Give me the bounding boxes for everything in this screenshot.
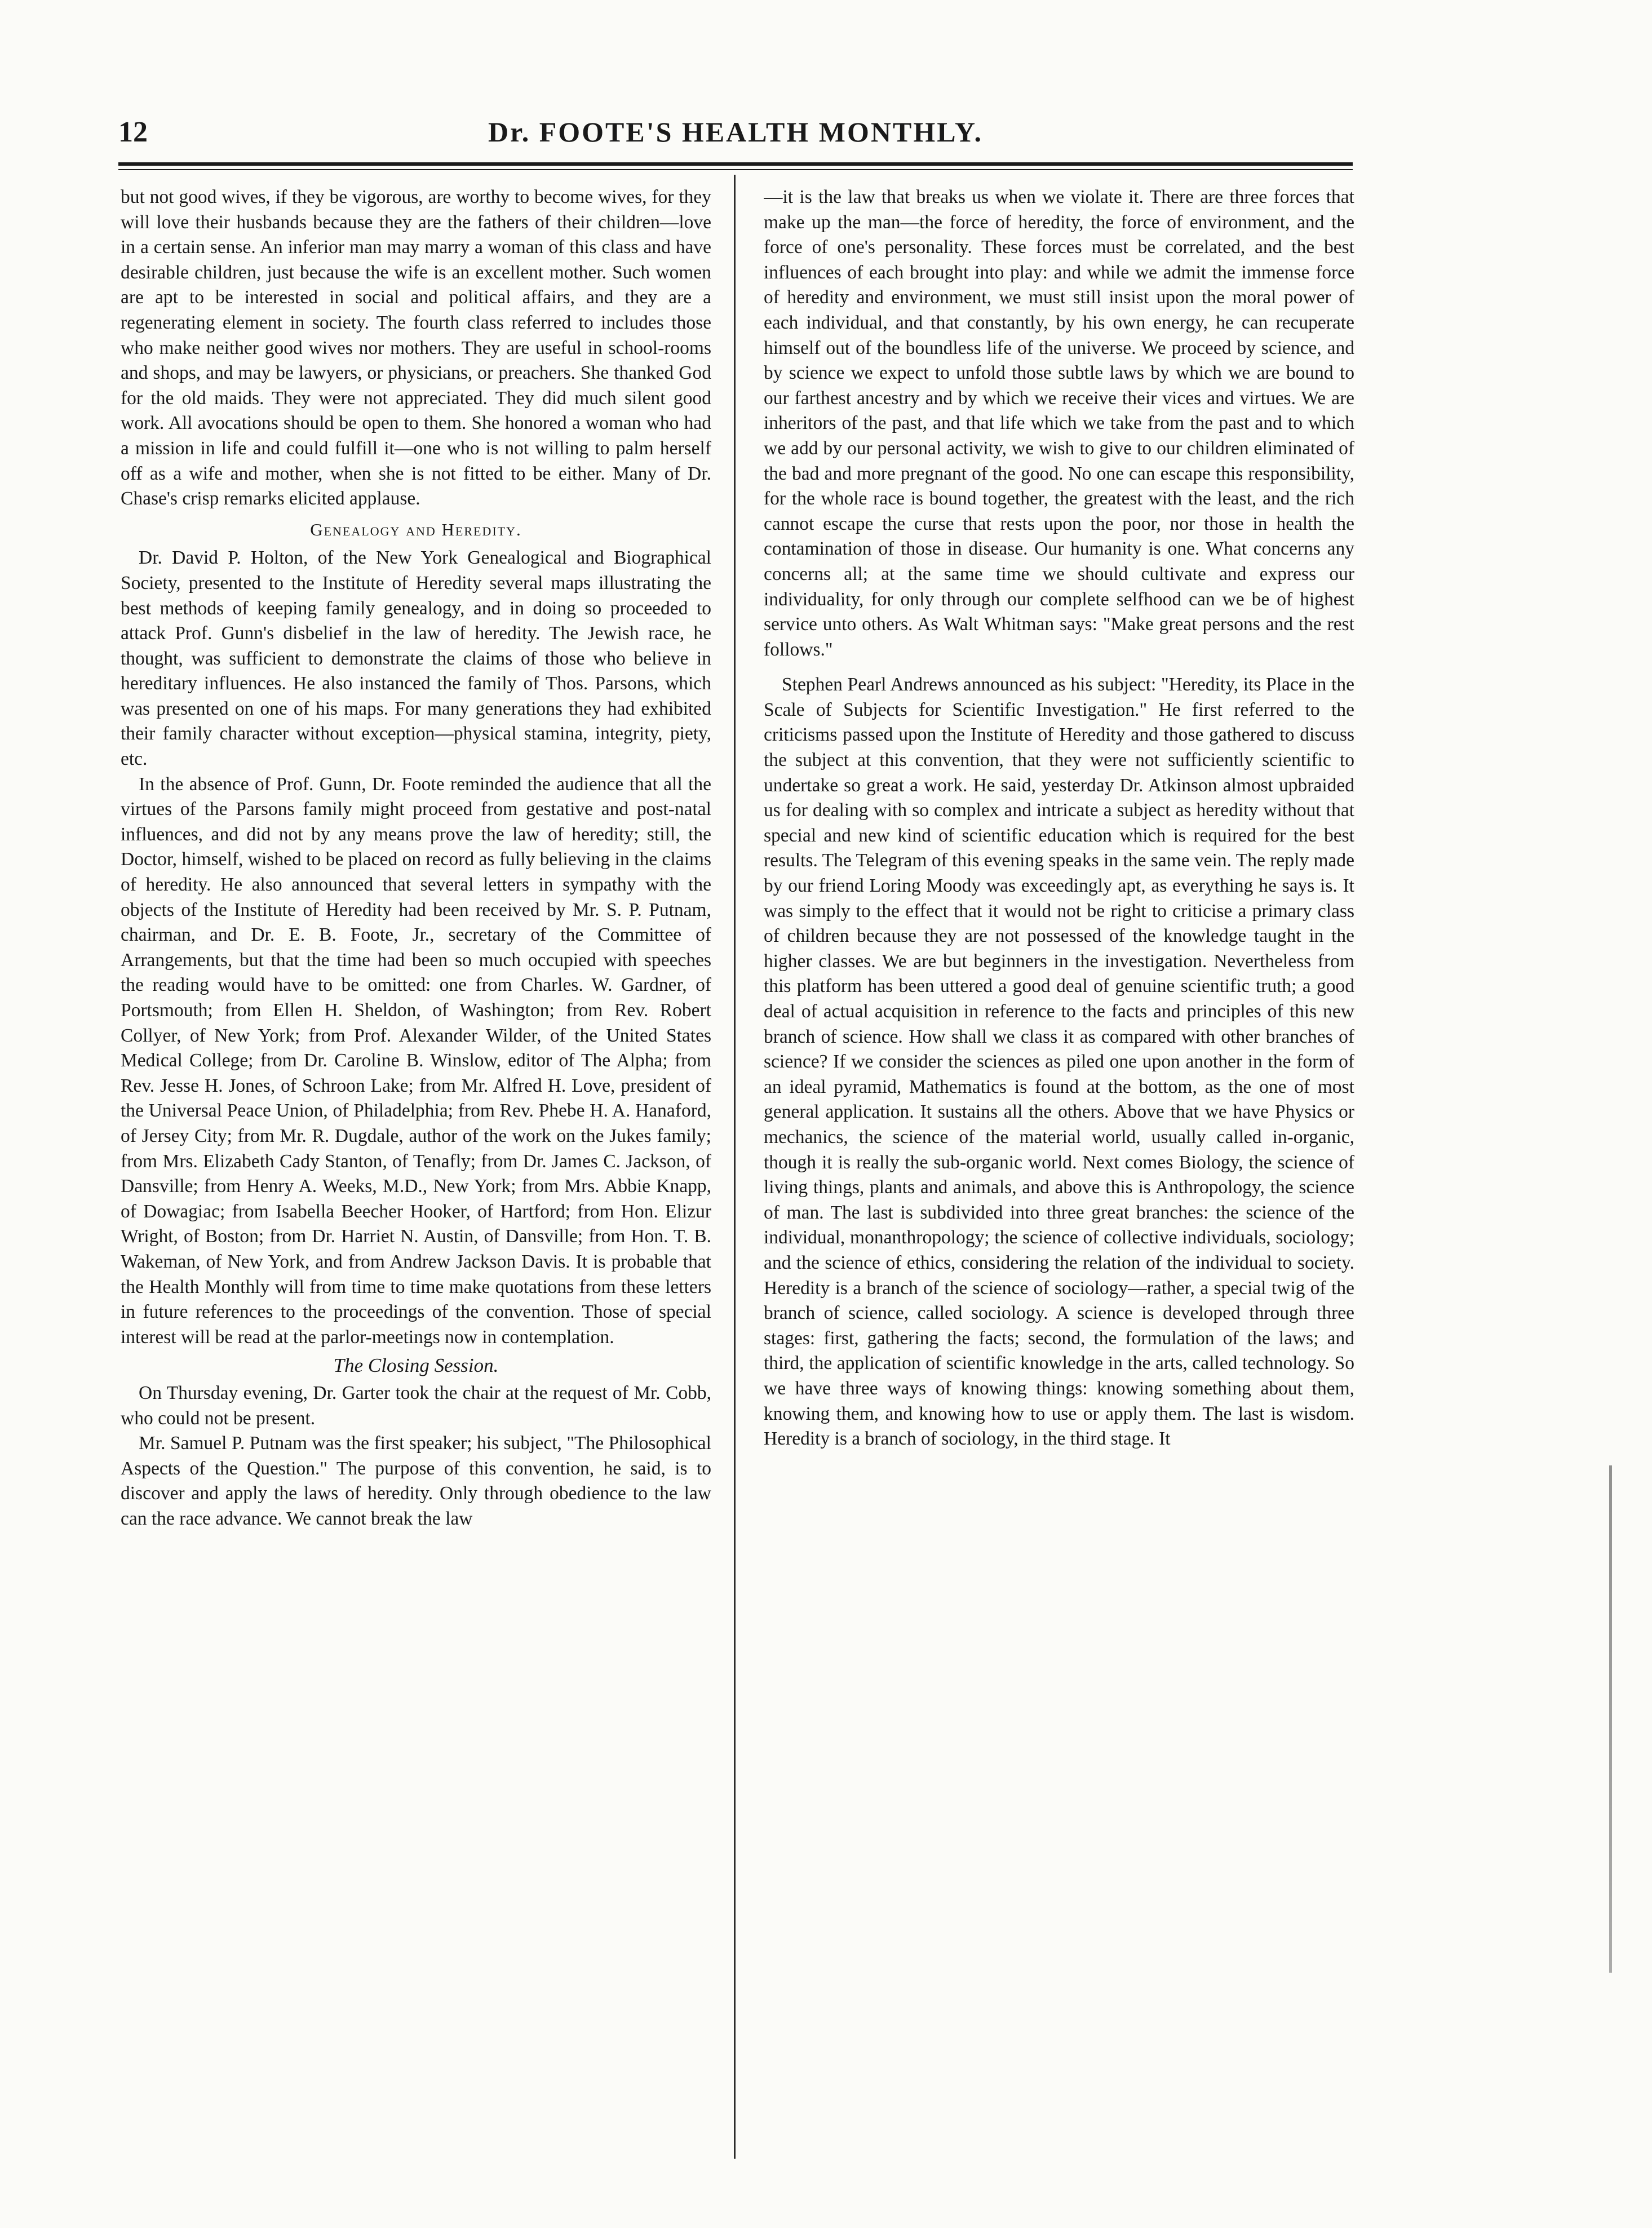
left-paragraph-1: but not good wives, if they be vigorous, are worthy to become wives, for they will love their husbands because they are the fathers of their children—love in a certain sense. An inferior man may marry a woman of this class and have desirable children, just because the wife is an excellent mother. Such women are apt to be interested in social and political affairs, and they are a regenerating element in society. The fourth class referred to includes those who make neither good wives nor mothers. They are useful in school-rooms and shops, and may be lawyers, or physicians, or preachers. She thanked God for the old maids. They were not appreciated. They did much silent good work. All avocations should be open to them. She honored a woman who had a mission in life and could fulfill it—one who is not willing to palm herself off as a wife and mother, when she is not fitted to be either. Many of Dr. Chase's crisp remarks elicited applause. bbox=[121, 187, 711, 510]
section-heading-closing-session: The Closing Session. bbox=[333, 1354, 499, 1377]
header-rule-thin bbox=[118, 169, 1353, 170]
right-column bbox=[764, 185, 1354, 2158]
section-heading-genealogy: Genealogy and Heredity. bbox=[310, 519, 522, 539]
left-paragraph-4: On Thursday evening, Dr. Garter took the chair at the request of Mr. Cobb, who could not be present. bbox=[121, 1382, 711, 1429]
right-paragraph-2: Stephen Pearl Andrews announced as his subject: "Heredity, its Place in the Scale of Subjects for Scientific Investigation." He first referred to the criticisms passed upon the Institute of Heredity and those gathered to discuss the subject at this convention, that they were not sufficiently scientific to undertake so great a work. He said, yesterday Dr. Atkinson almost upbraided us for dealing with so complex and intricate a subject as heredity without that special and new kind of scientific education which is required for the best results. The Telegram of this evening speaks in the same vein. The reply made by our friend Loring Moody was exceedingly apt, as everything he says is. It was simply to the effect that it would not be right to criticise a primary class of children because they are not possessed of the knowledge taught in the higher classes. We are but beginners in the investigation. Nevertheless from this platform has been uttered a good deal of genuine scientific truth; a good deal of actual acquisition in reference to the facts and principles of this new branch of science. How shall we class it as compared with other branches of science? If we consider the sciences as piled one upon another in the form of an ideal pyramid, Mathematics is found at the bottom, as the one of most general application. It sustains all the others. Above that we have Physics or mechanics, the science of the material world, usually called in-organic, though it is really the sub-organic world. Next comes Biology, the science of living things, plants and animals, and above this is Anthropology, the science of man. The last is subdivided into three great branches: the science of the individual, monanthropology; the science of collective individuals, sociology; and the science of ethics, considering the relation of the individual to society. Heredity is a branch of the science of sociology—rather, a special twig of the branch of science, called sociology. A science is developed through three stages: first, gathering the facts; second, the formulation of the laws; and third, the application of scientific knowledge in the arts, called technology. So we have three ways of knowing things: knowing something about them, knowing them, and knowing how to use or apply them. The last is wisdom. Heredity is a branch of sociology, in the third stage. It bbox=[764, 674, 1354, 1450]
running-head: Dr. FOOTE'S HEALTH MONTHLY. bbox=[488, 116, 983, 148]
column-divider bbox=[734, 175, 736, 2159]
left-column bbox=[121, 185, 711, 2158]
left-paragraph-5: Mr. Samuel P. Putnam was the first speaker; his subject, "The Philosophical Aspects of the Question." The purpose of this convention, he said, is to discover and apply the laws of heredity. Only through obedience to the law can the race advance. We cannot break the law bbox=[121, 1433, 711, 1529]
header-rule-thick bbox=[118, 162, 1353, 166]
left-paragraph-3: In the absence of Prof. Gunn, Dr. Foote reminded the audience that all the virtues of the Parsons family might proceed from gestative and post-natal influences, and did not by any means prove the law of heredity; still, the Doctor, himself, wished to be placed on record as fully believing in the claims of heredity. He also announced that several letters in sympathy with the objects of the Institute of Heredity had been received by Mr. S. P. Putnam, chairman, and Dr. E. B. Foote, Jr., secretary of the Committee of Arrangements, but that the time had been so much occupied with speeches the reading would have to be omitted: one from Charles. W. Gardner, of Portsmouth; from Ellen H. Sheldon, of Washington; from Rev. Robert Collyer, of New York; from Prof. Alexander Wilder, of the United States Medical College; from Dr. Caroline B. Winslow, editor of The Alpha; from Rev. Jesse H. Jones, of Schroon Lake; from Mr. Alfred H. Love, president of the Universal Peace Union, of Philadelphia; from Rev. Phebe H. A. Hanaford, of Jersey City; from Mr. R. Dugdale, author of the work on the Jukes family; from Mrs. Elizabeth Cady Stanton, of Tenafly; from Dr. James C. Jackson, of Dansville; from Henry A. Weeks, M.D., New York; from Mrs. Abbie Knapp, of Dowagiac; from Isabella Beecher Hooker, of Hartford; from Hon. Elizur Wright, of Boston; from Dr. Harriet N. Austin, of Dansville; from Hon. T. B. Wakeman, of New York, and from Andrew Jackson Davis. It is probable that the Health Monthly will from time to time make quotations from these letters in future references to the proceedings of the convention. Those of special interest will be read at the parlor-meetings now in contemplation. bbox=[121, 773, 711, 1348]
right-paragraph-1: —it is the law that breaks us when we violate it. There are three forces that make up the man—the force of heredity, the force of environment, and the force of one's personality. These forces must be correlated, and the best influences of each brought into play: and while we admit the immense force of heredity and environment, we must still insist upon the moral power of each individual, and that constantly, by his own energy, he can recuperate himself out of the boundless life of the universe. We proceed by science, and by science we expect to unfold those subtle laws by which we are bound to our farthest ancestry and by which we receive their vices and virtues. We are inheritors of the past, and that life which we take from the past and to which we add by our personal activity, we wish to give to our children eliminated of the bad and more pregnant of the good. No one can escape this responsibility, for the whole race is bound together, the greatest with the least, and the rich cannot escape the curse that rests upon the poor, nor those in health the contamination of those in disease. Our humanity is one. What concerns any concerns all; at the same time we should cultivate and express our individuality, for only through our complete selfhood can we be of highest service unto others. As Walt Whitman says: "Make great persons and the rest follows." bbox=[764, 187, 1354, 660]
left-paragraph-2: Dr. David P. Holton, of the New York Genealogical and Biographical Society, presented to the Institute of Heredity several maps illustrating the best methods of keeping family genealogy, and in doing so proceeded to attack Prof. Gunn's disbelief in the law of heredity. The Jewish race, he thought, was sufficient to demonstrate the claims of those who believe in hereditary influences. He also instanced the family of Thos. Parsons, which was presented on one of his maps. For many generations they had exhibited their family character without exception—physical stamina, integrity, piety, etc. bbox=[121, 547, 711, 770]
page-header bbox=[118, 116, 1353, 161]
page-number: 12 bbox=[118, 116, 148, 148]
scan-edge-mark bbox=[1609, 1465, 1612, 1973]
